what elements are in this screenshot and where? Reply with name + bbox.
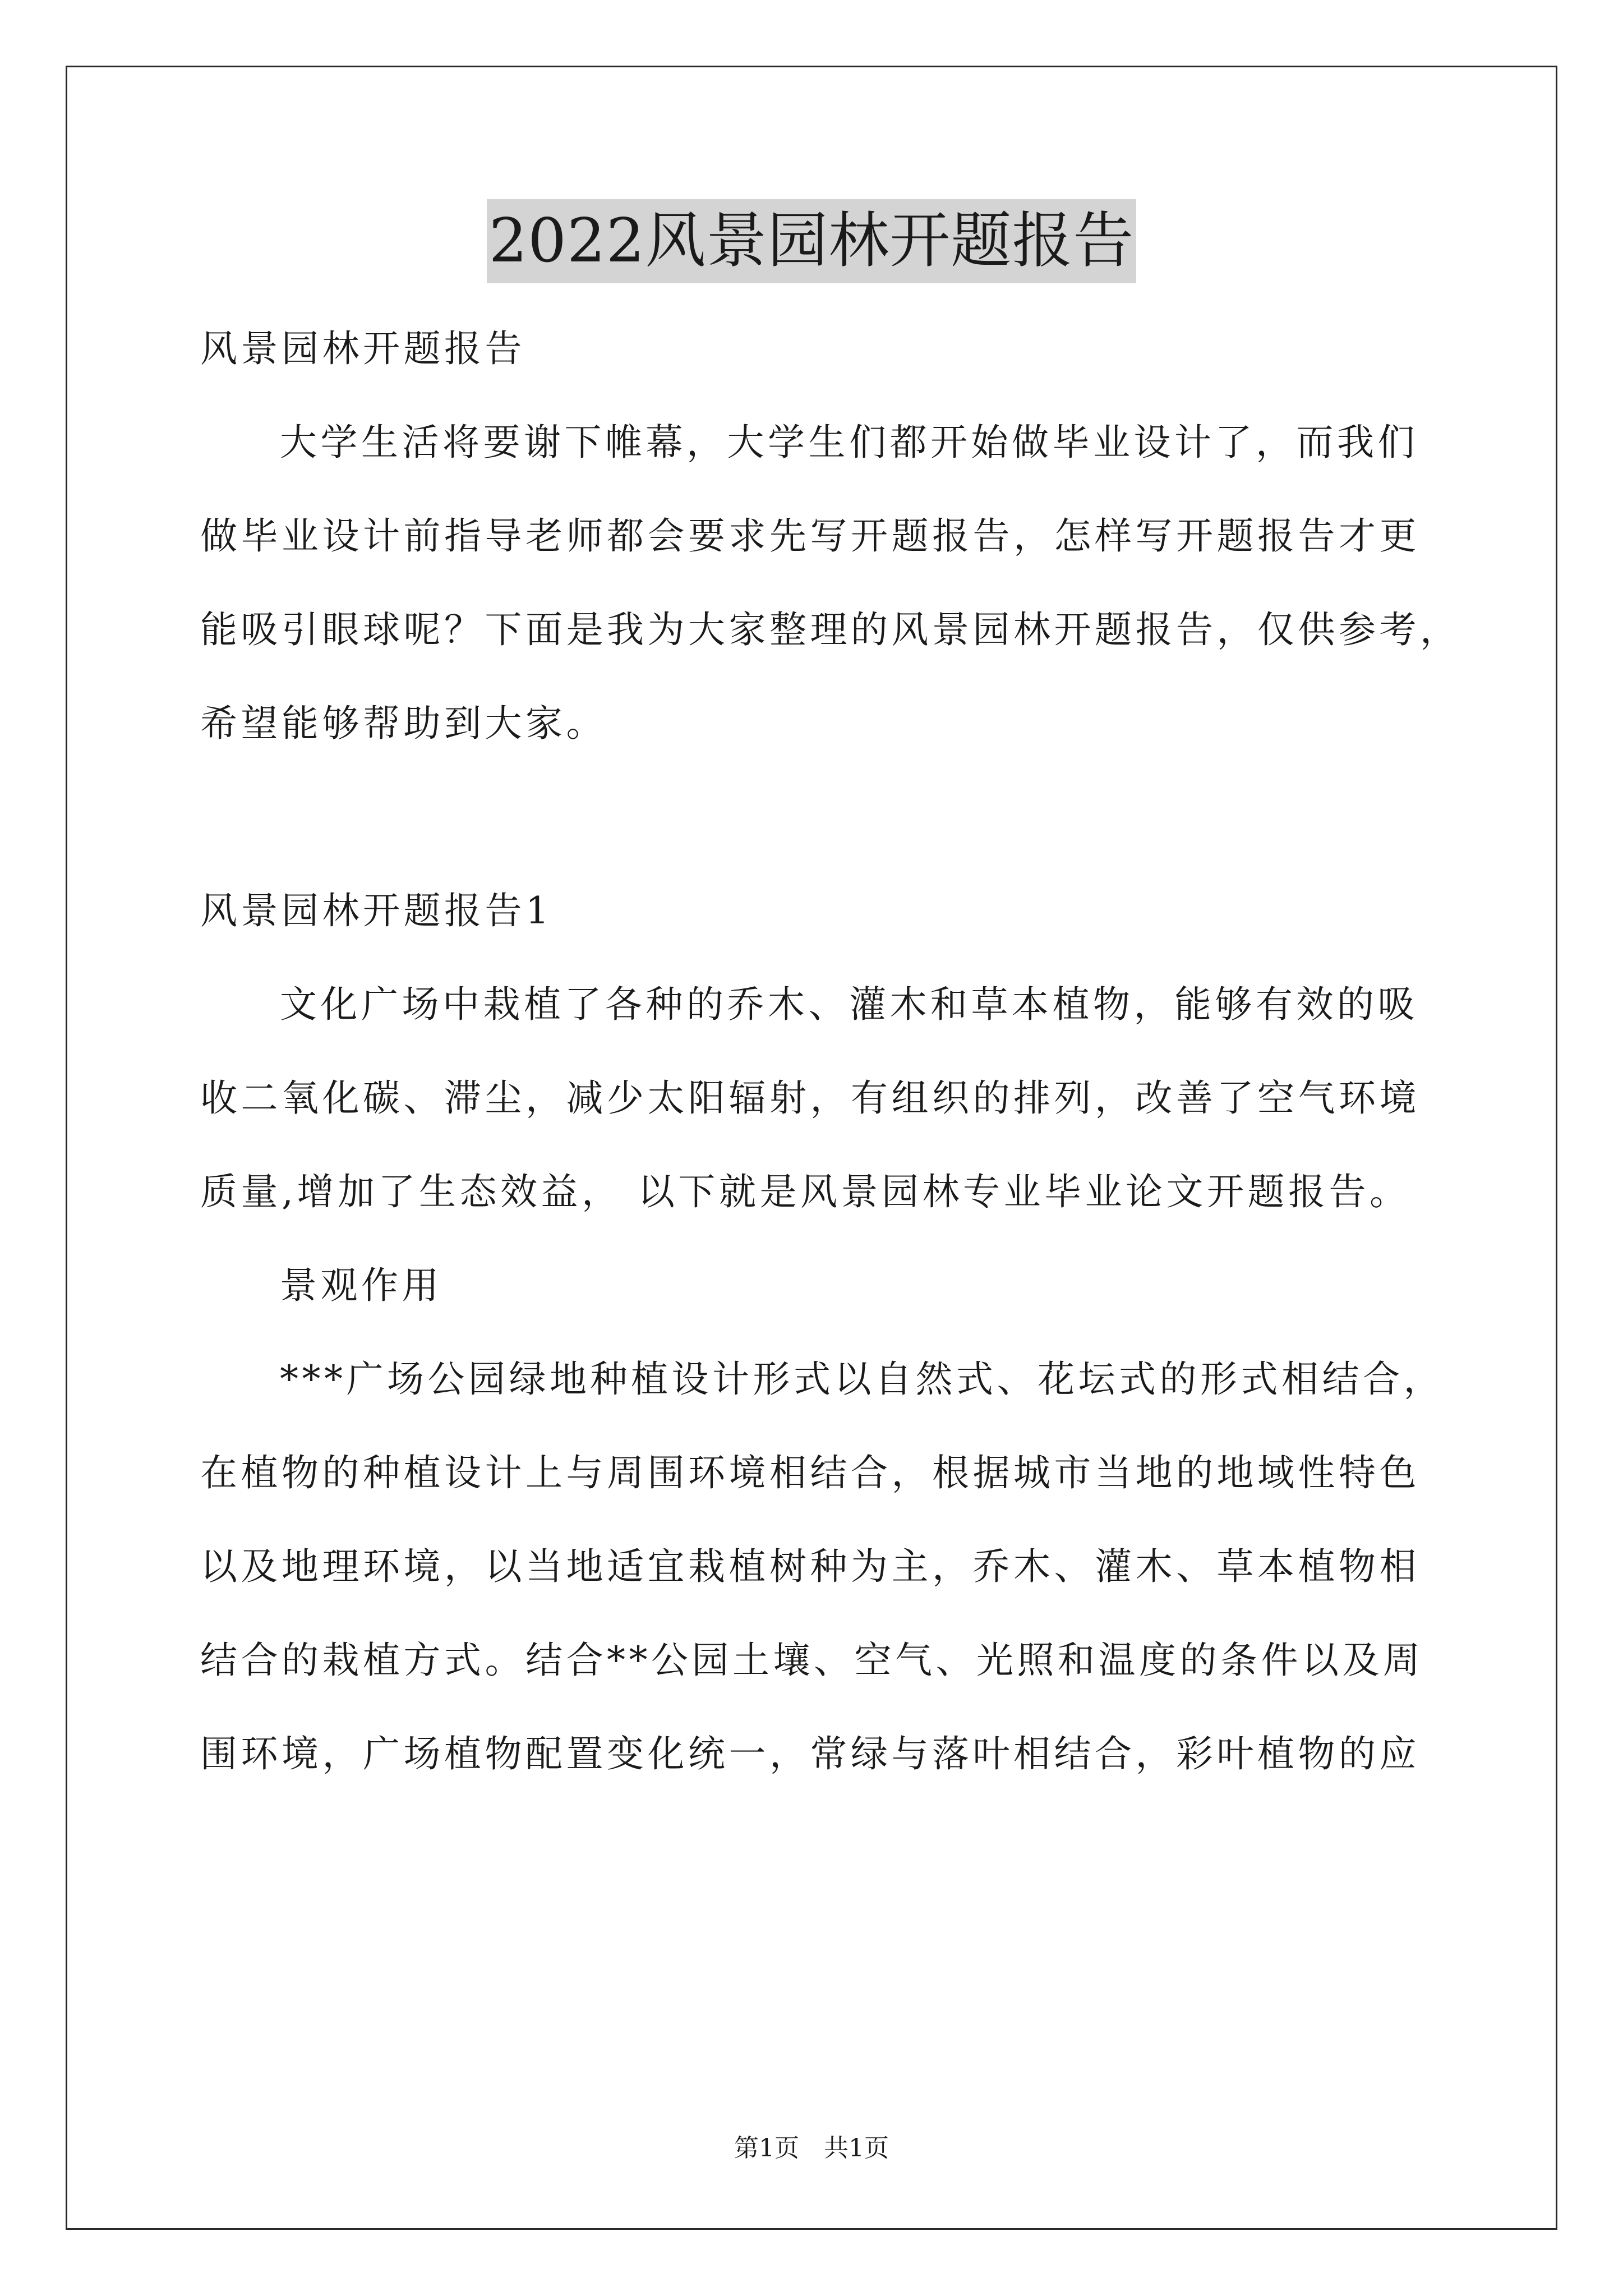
- page-footer: 第1页 共1页: [734, 2134, 889, 2162]
- text-line: 风景园林开题报告1: [200, 889, 553, 932]
- document-body: [200, 302, 1461, 1801]
- text-line: 希望能够帮助到大家。: [200, 702, 607, 745]
- text-line: 能吸引眼球呢？下面是我为大家整理的风景园林开题报告，仅供参考，: [200, 608, 1461, 651]
- text-line: 以及地理环境，以当地适宜栽植树种为主，乔木、灌木、草本植物相: [200, 1545, 1420, 1588]
- blank-line: [200, 770, 1456, 864]
- text-line: 风景园林开题报告: [200, 327, 525, 370]
- text-line: ***广场公园绿地种植设计形式以自然式、花坛式的形式相结合，: [280, 1358, 1444, 1401]
- text-line: 结合的栽植方式。结合**公园土壤、空气、光照和温度的条件以及周: [200, 1639, 1424, 1682]
- title-container: [0, 199, 1623, 283]
- text-line: 质量,增加了生态效益， 以下就是风景园林专业毕业论文开题报告。: [200, 1170, 1410, 1213]
- text-line: 在植物的种植设计上与周围环境相结合，根据城市当地的地域性特色: [200, 1451, 1420, 1494]
- text-line: 大学生活将要谢下帷幕，大学生们都开始做毕业设计了，而我们: [280, 421, 1418, 464]
- document-title: 2022风景园林开题报告: [487, 199, 1137, 283]
- text-line: 收二氧化碳、滞尘，减少太阳辐射，有组织的排列，改善了空气环境: [200, 1076, 1420, 1120]
- text-line: 围环境，广场植物配置变化统一，常绿与落叶相结合，彩叶植物的应: [200, 1732, 1420, 1775]
- text-line: 景观作用: [280, 1264, 442, 1307]
- text-line: 文化广场中栽植了各种的乔木、灌木和草本植物，能够有效的吸: [280, 983, 1418, 1026]
- text-line: 做毕业设计前指导老师都会要求先写开题报告，怎样写开题报告才更: [200, 514, 1420, 558]
